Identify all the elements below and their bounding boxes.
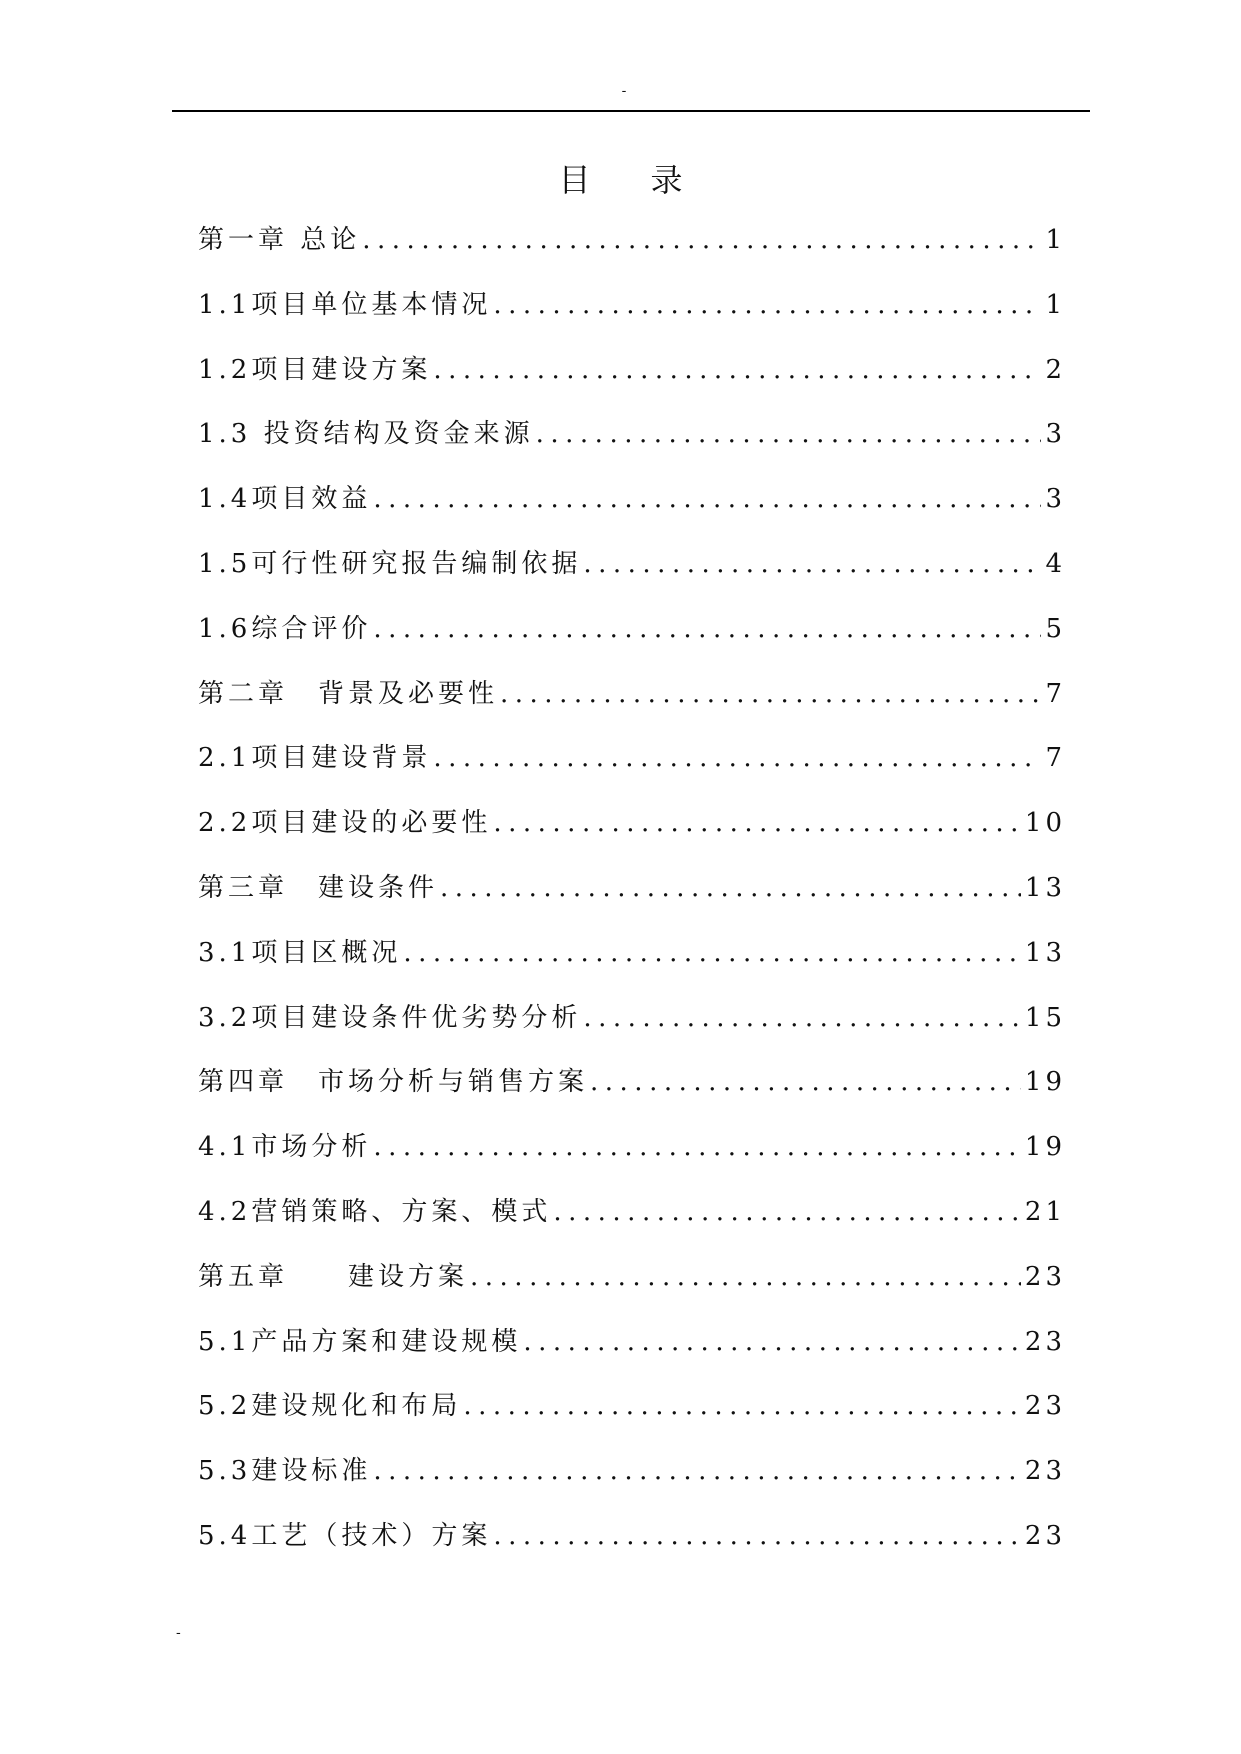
- toc-entry-label: 3.2项目建设条件优劣势分析: [198, 1002, 582, 1033]
- toc-entry-3-1[interactable]: [198, 935, 1066, 1000]
- toc-page-number: 4: [1045, 548, 1066, 579]
- footer-mark: -: [176, 1625, 181, 1641]
- toc-entry-2-1[interactable]: [198, 740, 1066, 805]
- toc-page-number: 23: [1024, 1520, 1066, 1551]
- toc-entry-label: 1.6综合评价: [198, 613, 372, 644]
- toc-page-number: 5: [1045, 613, 1066, 644]
- toc-entry-label: 3.1项目区概况: [198, 937, 402, 968]
- toc-page-number: 23: [1024, 1391, 1066, 1422]
- toc-entry-chapter-5[interactable]: [198, 1259, 1066, 1324]
- toc-entry-label: 1.5可行性研究报告编制依据: [198, 548, 582, 579]
- toc-entry-1-5[interactable]: [198, 546, 1066, 611]
- toc-page-number: 3: [1045, 484, 1066, 515]
- toc-page-number: 7: [1045, 678, 1066, 709]
- toc-entry-label: 2.1项目建设背景: [198, 743, 432, 774]
- toc-page-number: 1: [1045, 225, 1066, 255]
- toc-entry-1-2[interactable]: [198, 352, 1066, 417]
- toc-leader-dots: [536, 416, 1042, 452]
- toc-entry-label: 第一章 总论: [198, 225, 361, 255]
- toc-entry-label: 1.3 投资结构及资金来源: [198, 419, 534, 450]
- toc-entry-5-2[interactable]: [198, 1388, 1066, 1453]
- header-mark: -: [621, 83, 627, 99]
- toc-entry-1-3[interactable]: [198, 416, 1066, 481]
- toc-page-number: 1: [1045, 289, 1066, 320]
- toc-entry-2-2[interactable]: [198, 805, 1066, 870]
- header-rule: [172, 110, 1090, 112]
- toc-entry-label: 第五章 建设方案: [198, 1261, 469, 1292]
- toc-leader-dots: [403, 935, 1021, 971]
- toc-page-number: 21: [1024, 1196, 1066, 1227]
- toc-leader-dots: [433, 352, 1041, 388]
- toc-entry-5-4[interactable]: [198, 1518, 1066, 1583]
- toc-page-number: 13: [1024, 937, 1066, 968]
- toc-entry-label: 4.1市场分析: [198, 1132, 372, 1163]
- toc-leader-dots: [493, 1518, 1021, 1554]
- toc-entry-label: 1.4项目效益: [198, 484, 372, 515]
- toc-entry-3-2[interactable]: [198, 1000, 1066, 1065]
- toc-entry-label: 2.2项目建设的必要性: [198, 808, 492, 839]
- toc-entry-label: 5.1产品方案和建设规模: [198, 1326, 522, 1357]
- table-of-contents: [198, 222, 1066, 1583]
- toc-page-number: 2: [1045, 354, 1066, 385]
- toc-leader-dots: [433, 740, 1041, 776]
- toc-entry-label: 1.2项目建设方案: [198, 354, 432, 385]
- toc-leader-dots: [373, 481, 1041, 517]
- toc-entry-label: 1.1项目单位基本情况: [198, 289, 492, 320]
- toc-entry-label: 4.2营销策略、方案、模式: [198, 1196, 552, 1227]
- toc-page-number: 15: [1024, 1002, 1066, 1033]
- toc-leader-dots: [373, 1129, 1021, 1165]
- toc-leader-dots: [470, 1259, 1021, 1295]
- toc-leader-dots: [583, 1000, 1021, 1036]
- toc-entry-label: 5.3建设标准: [198, 1456, 372, 1487]
- toc-leader-dots: [440, 870, 1021, 906]
- toc-page-number: 19: [1024, 1067, 1066, 1098]
- toc-page-number: 10: [1024, 808, 1066, 839]
- toc-leader-dots: [590, 1064, 1021, 1100]
- toc-entry-5-1[interactable]: [198, 1324, 1066, 1389]
- toc-entry-label: 第四章 市场分析与销售方案: [198, 1067, 589, 1098]
- toc-entry-4-2[interactable]: [198, 1194, 1066, 1259]
- toc-leader-dots: [553, 1194, 1021, 1230]
- toc-page-number: 3: [1045, 419, 1066, 450]
- toc-leader-dots: [583, 546, 1041, 582]
- toc-leader-dots: [493, 287, 1041, 323]
- toc-page-number: 23: [1024, 1326, 1066, 1357]
- toc-entry-chapter-3[interactable]: [198, 870, 1066, 935]
- toc-entry-5-3[interactable]: [198, 1453, 1066, 1518]
- toc-entry-chapter-4[interactable]: [198, 1064, 1066, 1129]
- toc-leader-dots: [362, 222, 1041, 258]
- toc-entry-1-4[interactable]: [198, 481, 1066, 546]
- toc-entry-4-1[interactable]: [198, 1129, 1066, 1194]
- toc-leader-dots: [373, 611, 1041, 647]
- toc-entry-chapter-2[interactable]: [198, 676, 1066, 741]
- toc-page-number: 23: [1024, 1456, 1066, 1487]
- page-title: 目录: [558, 161, 743, 199]
- toc-leader-dots: [523, 1324, 1021, 1360]
- toc-page-number: 19: [1024, 1132, 1066, 1163]
- toc-leader-dots: [493, 805, 1021, 841]
- toc-leader-dots: [373, 1453, 1021, 1489]
- toc-page-number: 13: [1024, 872, 1066, 903]
- toc-entry-label: 5.4工艺（技术）方案: [198, 1520, 492, 1551]
- toc-leader-dots: [463, 1388, 1021, 1424]
- toc-entry-label: 第二章 背景及必要性: [198, 678, 499, 709]
- toc-leader-dots: [500, 676, 1041, 712]
- toc-entry-label: 5.2建设规化和布局: [198, 1391, 462, 1422]
- toc-entry-label: 第三章 建设条件: [198, 872, 439, 903]
- toc-page-number: 23: [1024, 1261, 1066, 1292]
- toc-entry-chapter-1[interactable]: [198, 222, 1066, 287]
- toc-page-number: 7: [1045, 743, 1066, 774]
- toc-entry-1-6[interactable]: [198, 611, 1066, 676]
- toc-entry-1-1[interactable]: [198, 287, 1066, 352]
